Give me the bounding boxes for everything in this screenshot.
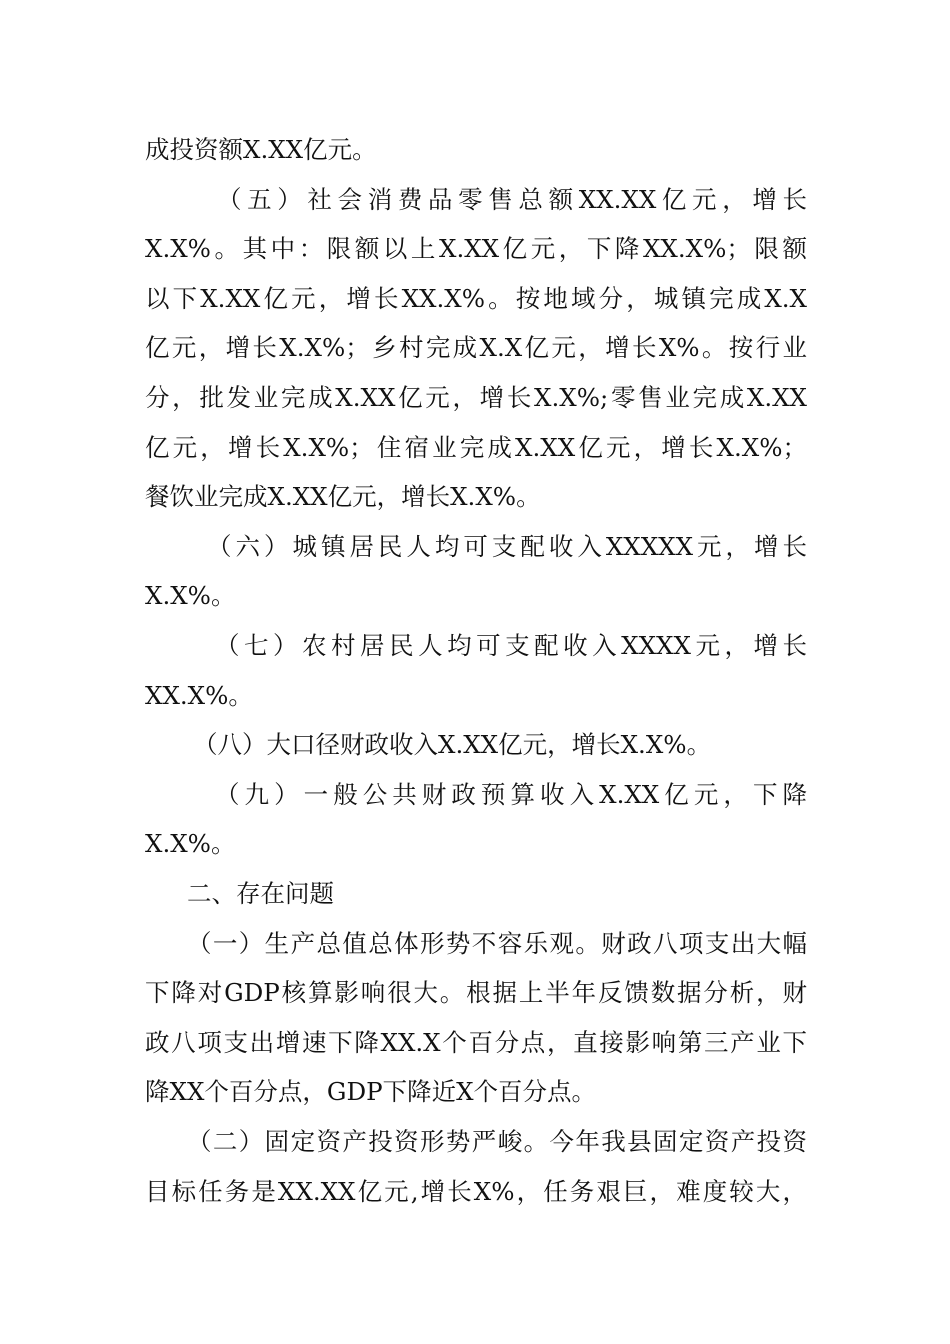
text-line: （六）城镇居民人均可支配收入XXXXX元，增长	[207, 531, 807, 561]
text-line: 成投资额X.XX亿元。	[145, 135, 377, 164]
text-line: （七）农村居民人均可支配收入XXXX元，增长	[215, 631, 807, 660]
text-line: X.X%。	[145, 581, 236, 611]
text-line: 政八项支出增速下降XX.X个百分点，直接影响第三产业下	[145, 1027, 807, 1057]
text-line: X.X%。	[145, 829, 236, 859]
text-line: （二）固定资产投资形势严峻。今年我县固定资产投资	[187, 1127, 807, 1156]
text-line: 亿元，增长X.X%；住宿业完成X.XX亿元，增长X.X%；	[145, 432, 807, 462]
text-line: 分，批发业完成X.XX亿元，增长X.X%;零售业完成X.XX	[145, 383, 807, 412]
text-line: 二、存在问题	[187, 879, 334, 908]
text-line: 以下X.XX亿元，增长XX.X%。按地域分，城镇完成X.X	[145, 283, 807, 313]
text-line: 降XX个百分点，GDP下降近X个百分点。	[145, 1077, 597, 1107]
text-line: X.X%。其中：限额以上X.XX亿元，下降XX.X%；限额	[145, 234, 807, 264]
text-line: （一）生产总值总体形势不容乐观。财政八项支出大幅	[187, 928, 807, 958]
text-line: 餐饮业完成X.XX亿元，增长X.X%。	[145, 482, 541, 512]
text-line: 目标任务是XX.XX亿元,增长X%，任务艰巨，难度较大，	[145, 1176, 807, 1206]
text-line: 亿元，增长X.X%；乡村完成X.X亿元，增长X%。按行业	[145, 333, 807, 363]
text-line: （五）社会消费品零售总额XX.XX亿元，增长	[217, 184, 807, 214]
text-line: XX.X%。	[145, 680, 253, 710]
text-line: 下降对GDP核算影响很大。根据上半年反馈数据分析，财	[145, 978, 807, 1008]
text-line: （八）大口径财政收入X.XX亿元，增长X.X%。	[193, 730, 712, 760]
text-line: （九）一般公共财政预算收入X.XX亿元，下降	[215, 779, 807, 809]
